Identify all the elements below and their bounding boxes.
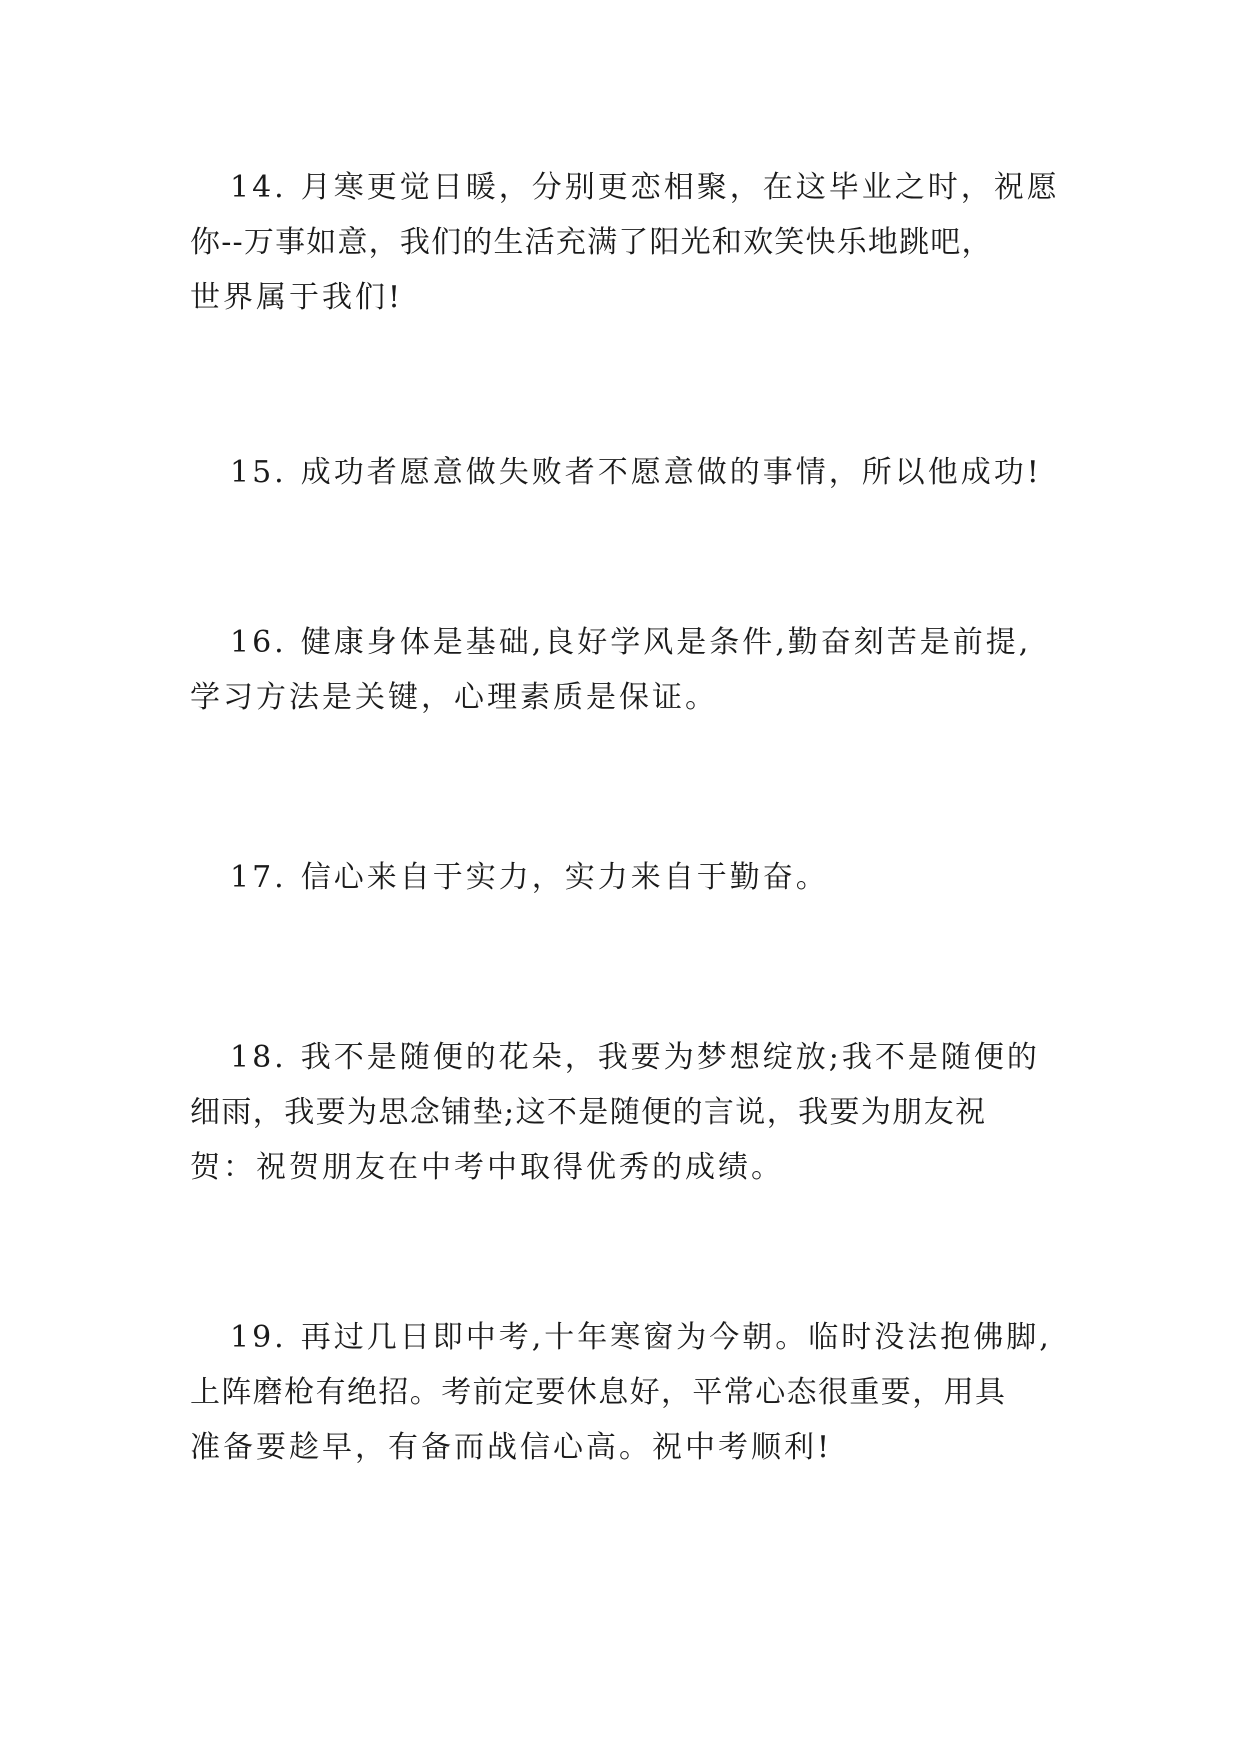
paragraph-18: [190, 1030, 1070, 1195]
paragraph-14: [190, 160, 1070, 325]
paragraph-line: [190, 1310, 1070, 1365]
item-number: 18.: [230, 1040, 287, 1075]
line-text: 信心来自于实力，实力来自于勤奋。: [300, 860, 829, 895]
item-number: 15.: [230, 455, 287, 490]
paragraph-line: 准备要趁早，有备而战信心高。祝中考顺利!: [190, 1430, 833, 1465]
line-text: 再过几日即中考,十年寒窗为今朝。临时没法抱佛脚,: [300, 1320, 1052, 1355]
item-number: 17.: [230, 860, 287, 895]
paragraph-line: [190, 160, 1070, 215]
paragraph-line: 你--万事如意，我们的生活充满了阳光和欢笑快乐地跳吧，: [190, 225, 993, 260]
item-number: 19.: [230, 1320, 287, 1355]
item-number: 16.: [230, 625, 287, 660]
paragraph-19: [190, 1310, 1070, 1475]
paragraph-line: [190, 850, 1070, 905]
line-text: 月寒更觉日暖，分别更恋相聚，在这毕业之时，祝愿: [300, 170, 1060, 205]
paragraph-line: [190, 1030, 1070, 1085]
paragraph-17: [190, 850, 1070, 905]
item-number: 14.: [230, 170, 287, 205]
line-text: 我不是随便的花朵，我要为梦想绽放;我不是随便的: [300, 1040, 1040, 1075]
line-text: 成功者愿意做失败者不愿意做的事情，所以他成功!: [300, 455, 1042, 490]
paragraph-line: 上阵磨枪有绝招。考前定要休息好，平常心态很重要，用具: [190, 1375, 1007, 1410]
paragraph-line: 贺：祝贺朋友在中考中取得优秀的成绩。: [190, 1150, 784, 1185]
paragraph-16: [190, 615, 1070, 725]
paragraph-line: [190, 615, 1070, 670]
paragraph-line: 学习方法是关键，心理素质是保证。: [190, 680, 718, 715]
paragraph-line: 世界属于我们!: [190, 280, 404, 315]
paragraph-15: [190, 445, 1070, 500]
paragraph-line: 细雨，我要为思念铺垫;这不是随便的言说，我要为朋友祝: [190, 1095, 987, 1130]
paragraph-line: [190, 445, 1070, 500]
line-text: 健康身体是基础,良好学风是条件,勤奋刻苦是前提,: [300, 625, 1032, 660]
